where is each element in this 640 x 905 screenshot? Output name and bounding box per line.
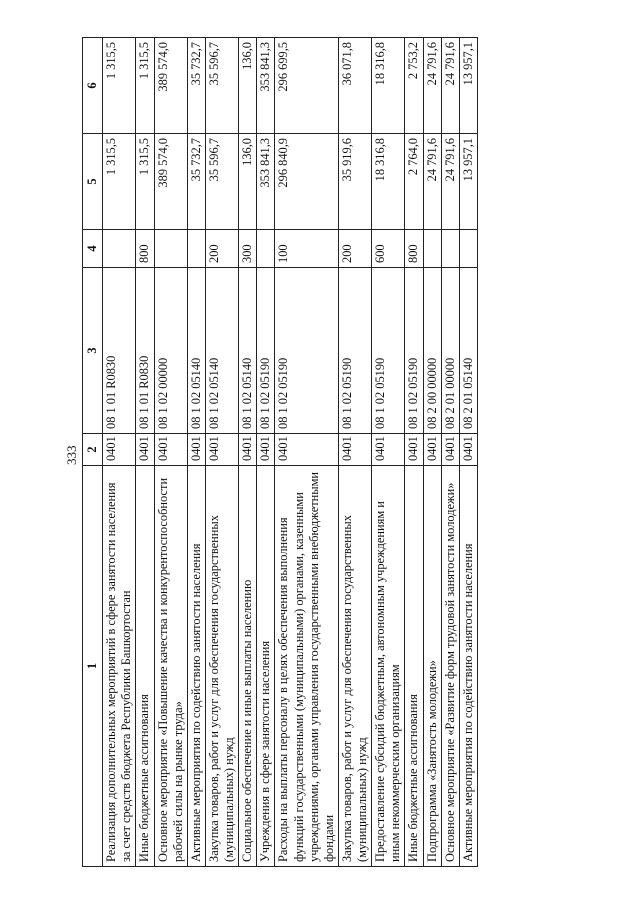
row-name: Активные мероприятия по содействию занятости населения <box>187 466 205 867</box>
row-name: Реализация дополнительных мероприятий в сфере занятости населения за счет средств бюджета Республики Башкортостан <box>103 466 136 867</box>
header-cell: 6 <box>83 38 103 134</box>
row-amount-6: 18 316,8 <box>372 38 405 134</box>
table-row <box>187 38 205 867</box>
row-section: 0401 <box>136 434 154 466</box>
header-cell: 3 <box>83 268 103 434</box>
row-target-code: 08 2 01 05140 <box>459 268 477 434</box>
row-section: 0401 <box>187 434 205 466</box>
header-row <box>83 38 103 867</box>
row-target-code: 08 1 02 05190 <box>338 268 371 434</box>
row-name: Иные бюджетные ассигнования <box>136 466 154 867</box>
table-row <box>338 38 371 867</box>
row-amount-5: 353 841,3 <box>257 134 275 230</box>
row-target-code: 08 1 02 05190 <box>372 268 405 434</box>
row-expense-type <box>423 230 441 268</box>
row-section: 0401 <box>423 434 441 466</box>
table-row <box>239 38 257 867</box>
header-cell: 5 <box>83 134 103 230</box>
row-amount-6: 35 596,7 <box>205 38 238 134</box>
row-expense-type <box>103 230 136 268</box>
row-amount-6: 296 699,5 <box>275 38 339 134</box>
row-target-code: 08 1 02 00000 <box>154 268 187 434</box>
row-target-code: 08 1 02 05140 <box>239 268 257 434</box>
row-name: Основное мероприятие «Развитие форм трудовой занятости молодежи» <box>441 466 459 867</box>
row-section: 0401 <box>154 434 187 466</box>
row-amount-6: 36 071,8 <box>338 38 371 134</box>
row-name: Активные мероприятия по содействию занятости населения <box>459 466 477 867</box>
table-row <box>275 38 339 867</box>
row-target-code: 08 1 01 R0830 <box>103 268 136 434</box>
row-target-code: 08 1 02 05140 <box>205 268 238 434</box>
row-amount-5: 389 574,0 <box>154 134 187 230</box>
row-name: Социальное обеспечение и иные выплаты населению <box>239 466 257 867</box>
row-section: 0401 <box>441 434 459 466</box>
row-amount-6: 353 841,3 <box>257 38 275 134</box>
row-amount-6: 136,0 <box>239 38 257 134</box>
row-expense-type <box>257 230 275 268</box>
row-expense-type: 200 <box>338 230 371 268</box>
row-amount-6: 24 791,6 <box>423 38 441 134</box>
row-amount-5: 1 315,5 <box>103 134 136 230</box>
table-row <box>257 38 275 867</box>
header-cell: 4 <box>83 230 103 268</box>
row-section: 0401 <box>205 434 238 466</box>
row-target-code: 08 2 01 00000 <box>441 268 459 434</box>
table-row <box>136 38 154 867</box>
row-amount-6: 389 574,0 <box>154 38 187 134</box>
table-row <box>154 38 187 867</box>
row-name: Основное мероприятие «Повышение качества и конкурентоспособности рабочей силы на рынке труда» <box>154 466 187 867</box>
row-amount-6: 24 791,6 <box>441 38 459 134</box>
row-amount-5: 35 596,7 <box>205 134 238 230</box>
row-name: Закупка товаров, работ и услуг для обеспечения государственных (муниципальных) нужд <box>338 466 371 867</box>
row-expense-type: 600 <box>372 230 405 268</box>
row-amount-5: 2 764,0 <box>405 134 423 230</box>
header-cell: 1 <box>83 466 103 867</box>
row-amount-5: 24 791,6 <box>423 134 441 230</box>
row-amount-5: 18 316,8 <box>372 134 405 230</box>
row-name: Предоставление субсидий бюджетным, автономным учреждениям и иным некоммерческим организациям <box>372 466 405 867</box>
row-section: 0401 <box>103 434 136 466</box>
row-expense-type <box>154 230 187 268</box>
budget-table <box>82 37 478 867</box>
table-row <box>205 38 238 867</box>
row-amount-5: 1 315,5 <box>136 134 154 230</box>
row-expense-type: 100 <box>275 230 339 268</box>
row-section: 0401 <box>338 434 371 466</box>
row-name: Расходы на выплаты персоналу в целях обеспечения выполнения функций государственными (муниципальными) органами, казенными учреждениями, органами управления государственными внебюджетными фондами <box>275 466 339 867</box>
row-expense-type <box>441 230 459 268</box>
row-target-code: 08 1 02 05190 <box>275 268 339 434</box>
table-row <box>372 38 405 867</box>
row-expense-type: 300 <box>239 230 257 268</box>
row-expense-type <box>459 230 477 268</box>
row-expense-type <box>187 230 205 268</box>
row-expense-type: 800 <box>136 230 154 268</box>
row-expense-type: 800 <box>405 230 423 268</box>
row-expense-type: 200 <box>205 230 238 268</box>
row-section: 0401 <box>372 434 405 466</box>
row-amount-6: 35 732,7 <box>187 38 205 134</box>
row-target-code: 08 1 01 R0830 <box>136 268 154 434</box>
row-section: 0401 <box>459 434 477 466</box>
row-amount-6: 1 315,5 <box>103 38 136 134</box>
row-section: 0401 <box>239 434 257 466</box>
table-row <box>103 38 136 867</box>
row-name: Иные бюджетные ассигнования <box>405 466 423 867</box>
table-row <box>459 38 477 867</box>
row-amount-6: 2 753,2 <box>405 38 423 134</box>
row-target-code: 08 1 02 05190 <box>405 268 423 434</box>
row-name: Закупка товаров, работ и услуг для обеспечения государственных (муниципальных) нужд <box>205 466 238 867</box>
row-name: Учреждения в сфере занятости населения <box>257 466 275 867</box>
row-amount-5: 296 840,9 <box>275 134 339 230</box>
row-target-code: 08 1 02 05140 <box>187 268 205 434</box>
row-section: 0401 <box>405 434 423 466</box>
table-row <box>423 38 441 867</box>
row-section: 0401 <box>275 434 339 466</box>
row-name: Подпрограмма «Занятость молодежи» <box>423 466 441 867</box>
table-row <box>405 38 423 867</box>
row-target-code: 08 2 00 00000 <box>423 268 441 434</box>
page-number: 333 <box>64 445 79 465</box>
row-amount-5: 24 791,6 <box>441 134 459 230</box>
row-amount-6: 13 957,1 <box>459 38 477 134</box>
row-amount-5: 13 957,1 <box>459 134 477 230</box>
row-amount-6: 1 315,5 <box>136 38 154 134</box>
row-amount-5: 136,0 <box>239 134 257 230</box>
row-section: 0401 <box>257 434 275 466</box>
table-row <box>441 38 459 867</box>
row-amount-5: 35 919,6 <box>338 134 371 230</box>
row-target-code: 08 1 02 05190 <box>257 268 275 434</box>
header-cell: 2 <box>83 434 103 466</box>
row-amount-5: 35 732,7 <box>187 134 205 230</box>
